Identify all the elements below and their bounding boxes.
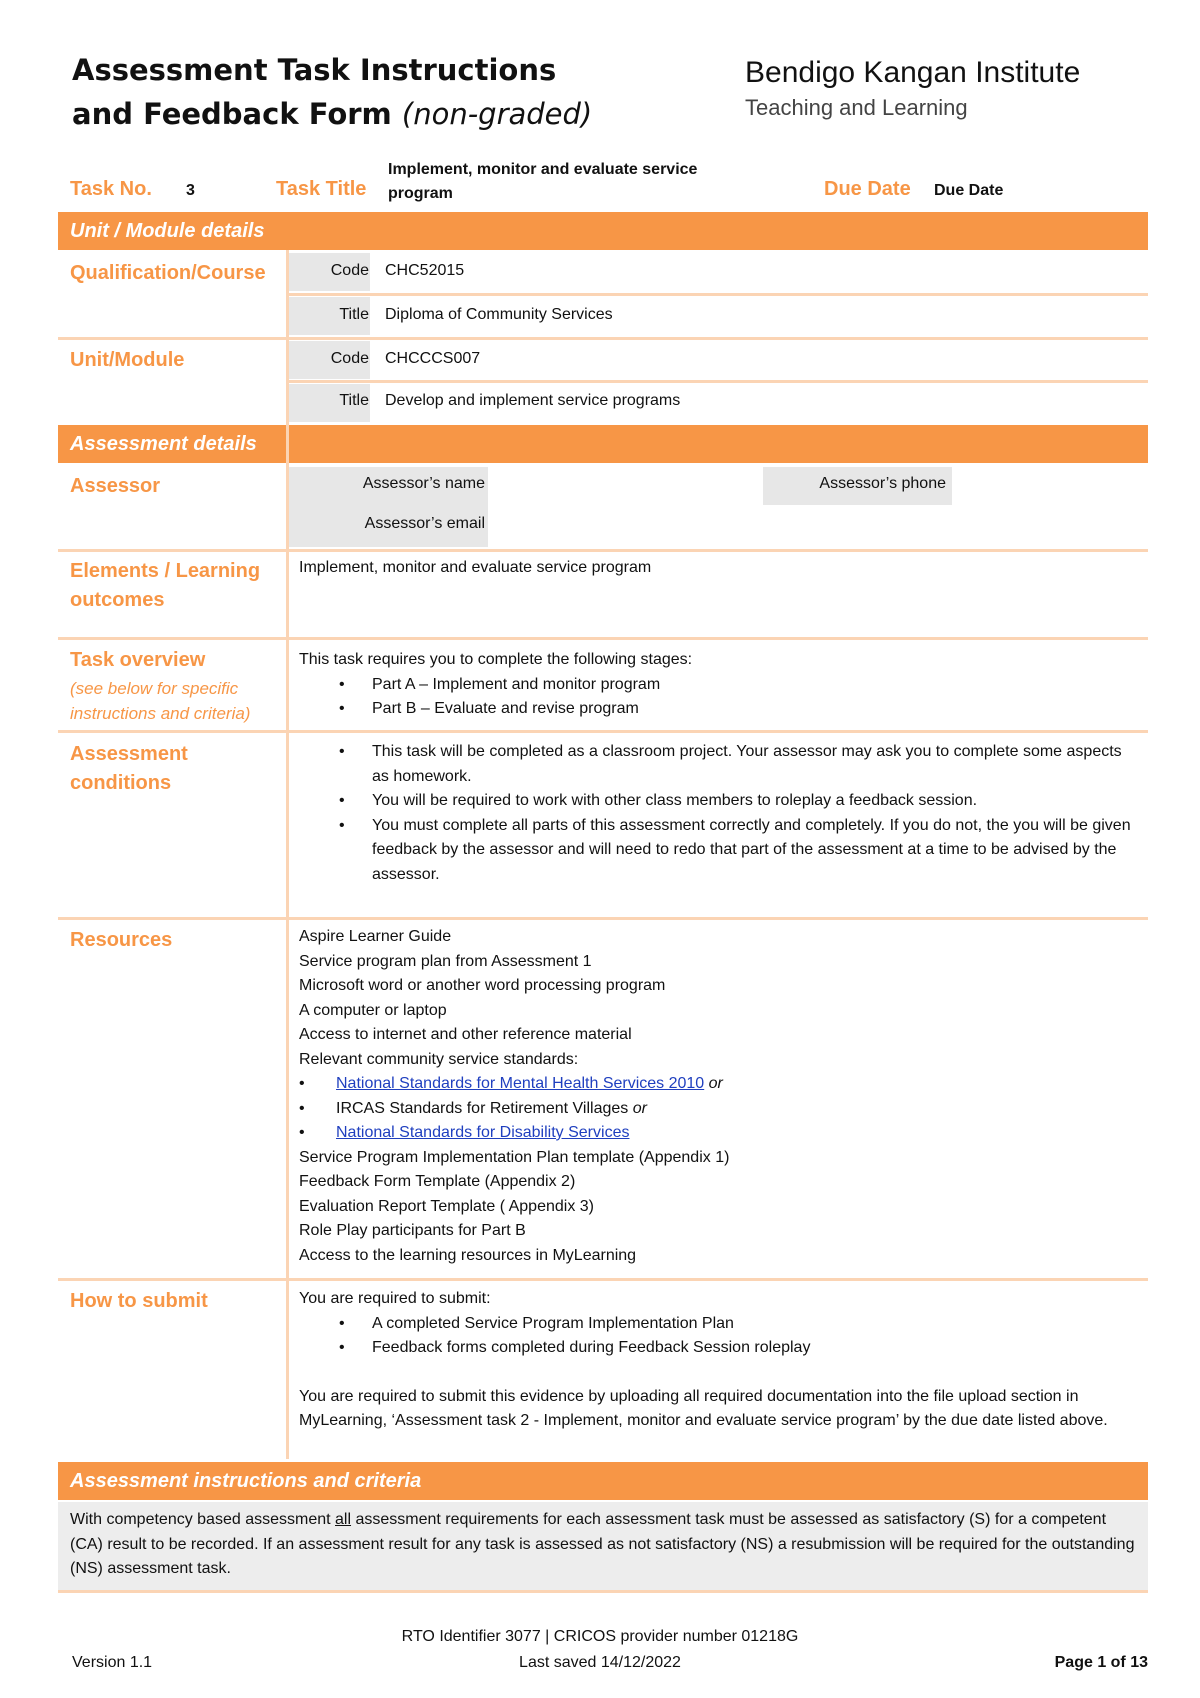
task-title-line-2: program	[388, 185, 453, 202]
title-suffix: (non-graded)	[401, 97, 593, 131]
institute-name: Bendigo Kangan Institute	[745, 56, 1081, 89]
list-item: • A completed Service Program Implementation Plan	[299, 1312, 1144, 1337]
qualification-label: Qualification/Course	[70, 262, 266, 284]
unit-code-value: CHCCCS007	[385, 350, 481, 367]
task-overview-body	[299, 648, 1139, 722]
elements-label-line-2: outcomes	[70, 589, 165, 611]
elements-text: Implement, monitor and evaluate service program	[299, 559, 652, 576]
rto-identifier: RTO Identifier 3077 | CRICOS provider number 01218G	[401, 1628, 799, 1645]
qualification-code-label: Code	[330, 262, 369, 279]
resources-label: Resources	[70, 929, 173, 951]
unit-title-value: Develop and implement service programs	[385, 392, 681, 409]
qualification-title-value: Diploma of Community Services	[385, 306, 613, 323]
rule	[58, 730, 1148, 733]
task-row	[58, 154, 1148, 206]
column-divider	[286, 250, 289, 1459]
unit-code-label: Code	[330, 350, 369, 367]
resource-line: Microsoft word or another word processing program	[299, 977, 666, 994]
task-no-value: 3	[186, 182, 195, 199]
elements-label-line-1: Elements / Learning	[70, 560, 261, 582]
document-title	[72, 48, 592, 136]
or-text: or	[708, 1075, 723, 1092]
resource-line: Evaluation Report Template ( Appendix 3)	[299, 1197, 594, 1215]
resource-line: A computer or laptop	[299, 1001, 447, 1019]
rule	[58, 337, 1148, 340]
criteria-underlined: all	[335, 1511, 352, 1528]
list-item: • This task will be completed as a classroom project. Your assessor may ask you to complete some aspects as homework.	[299, 740, 1139, 789]
task-overview-intro: This task requires you to complete the following stages:	[299, 651, 693, 668]
criteria-pre: With competency based assessment	[70, 1511, 331, 1528]
elements-label	[70, 557, 260, 615]
list-item: • Part A – Implement and monitor program	[299, 673, 1139, 698]
resources-body	[299, 925, 1139, 1268]
due-date-value: Due Date	[934, 182, 1004, 199]
conditions-label-line-2: conditions	[70, 772, 172, 794]
institute-subtitle: Teaching and Learning	[745, 95, 968, 120]
assessor-phone-label: Assessor’s phone	[819, 475, 946, 492]
page-number: Page 1 of 13	[1054, 1654, 1148, 1671]
version: Version 1.1	[72, 1654, 153, 1671]
how-to-submit-label: How to submit	[70, 1290, 208, 1312]
task-title-value	[388, 158, 697, 206]
list-item: • You must complete all parts of this assessment correctly and completely. If you do not, the you will be given feedback by the assessor and will need to redo that part of the assessment at a time to be advised by the assessor.	[299, 814, 1139, 888]
task-overview-note	[70, 676, 250, 726]
resource-line: Access to internet and other reference material	[299, 1026, 632, 1043]
standard-item-disability	[299, 1121, 1139, 1146]
assessment-criteria-band: Assessment instructions and criteria	[58, 1462, 1148, 1500]
rule	[58, 1278, 1148, 1281]
task-overview-note-line-2: instructions and criteria)	[70, 704, 251, 723]
resource-line: Aspire Learner Guide	[299, 928, 452, 945]
standard-item-ircas	[299, 1097, 1139, 1122]
resource-line: Service program plan from Assessment 1	[299, 952, 592, 970]
or-text: or	[632, 1099, 647, 1117]
how-to-submit-body	[299, 1287, 1144, 1434]
qualification-title-label: Title	[339, 306, 369, 323]
assessor-label: Assessor	[70, 475, 161, 497]
assessor-name-label: Assessor’s name	[362, 475, 485, 492]
list-item: • Part B – Evaluate and revise program	[299, 697, 1139, 722]
list-item: • Feedback forms completed during Feedback Session roleplay	[299, 1336, 1144, 1361]
criteria-text	[58, 1502, 1148, 1590]
resource-line: Feedback Form Template (Appendix 2)	[299, 1173, 576, 1190]
ircas-standards-text: IRCAS Standards for Retirement Villages	[336, 1099, 629, 1117]
last-saved: Last saved 14/12/2022	[519, 1654, 681, 1671]
assessment-conditions-label	[70, 740, 188, 798]
assessor-email-label: Assessor’s email	[364, 515, 485, 532]
rule	[58, 1590, 1148, 1593]
rule	[289, 293, 1148, 296]
resource-line: Service Program Implementation Plan template (Appendix 1)	[299, 1148, 730, 1166]
assessment-conditions-body	[299, 740, 1139, 887]
assessment-details-band: Assessment details	[58, 425, 1148, 463]
title-line-2-text: and Feedback Form	[72, 97, 392, 131]
task-overview-note-line-1: (see below for specific	[70, 679, 239, 698]
task-no-label: Task No.	[70, 178, 152, 200]
spacer	[299, 1361, 1144, 1385]
unit-module-label: Unit/Module	[70, 349, 185, 371]
qualification-code-value: CHC52015	[385, 262, 465, 279]
standard-item-mental-health	[299, 1072, 1139, 1097]
title-line-1: Assessment Task Instructions	[72, 53, 557, 87]
unit-module-band: Unit / Module details	[58, 212, 1148, 250]
due-date-label: Due Date	[824, 178, 911, 200]
criteria-post: assessment requirements for each assessment task must be assessed as satisfactory (S) for a competent (CA) result to be recorded. If an assessment result for any task is assessed as not satisfactory (NS) a resubmission will be required for the outstanding (NS) assessment task.	[70, 1511, 1135, 1577]
disability-standards-link[interactable]: National Standards for Disability Services	[336, 1124, 630, 1141]
resource-line: Relevant community service standards:	[299, 1050, 579, 1068]
resource-line: Role Play participants for Part B	[299, 1222, 526, 1239]
rule	[58, 917, 1148, 920]
task-title-line-1: Implement, monitor and evaluate service	[388, 161, 698, 178]
submit-paragraph: You are required to submit this evidence by uploading all required documentation into the file upload section in MyLearning, ‘Assessment task 2 - Implement, monitor and evaluate service program’ by the due date listed above.	[299, 1387, 1108, 1429]
rule	[58, 637, 1148, 640]
task-overview-label: Task overview	[70, 649, 206, 671]
resource-line: Access to the learning resources in MyLearning	[299, 1246, 637, 1264]
list-item: • You will be required to work with other class members to roleplay a feedback session.	[299, 789, 1139, 814]
task-title-label: Task Title	[276, 178, 367, 200]
conditions-label-line-1: Assessment	[70, 743, 188, 765]
rule	[289, 380, 1148, 383]
rule	[58, 549, 1148, 552]
mental-health-standards-link[interactable]: National Standards for Mental Health Services 2010	[336, 1075, 705, 1092]
unit-title-label: Title	[339, 392, 369, 409]
submit-intro: You are required to submit:	[299, 1290, 491, 1307]
title-line-2	[72, 92, 592, 136]
